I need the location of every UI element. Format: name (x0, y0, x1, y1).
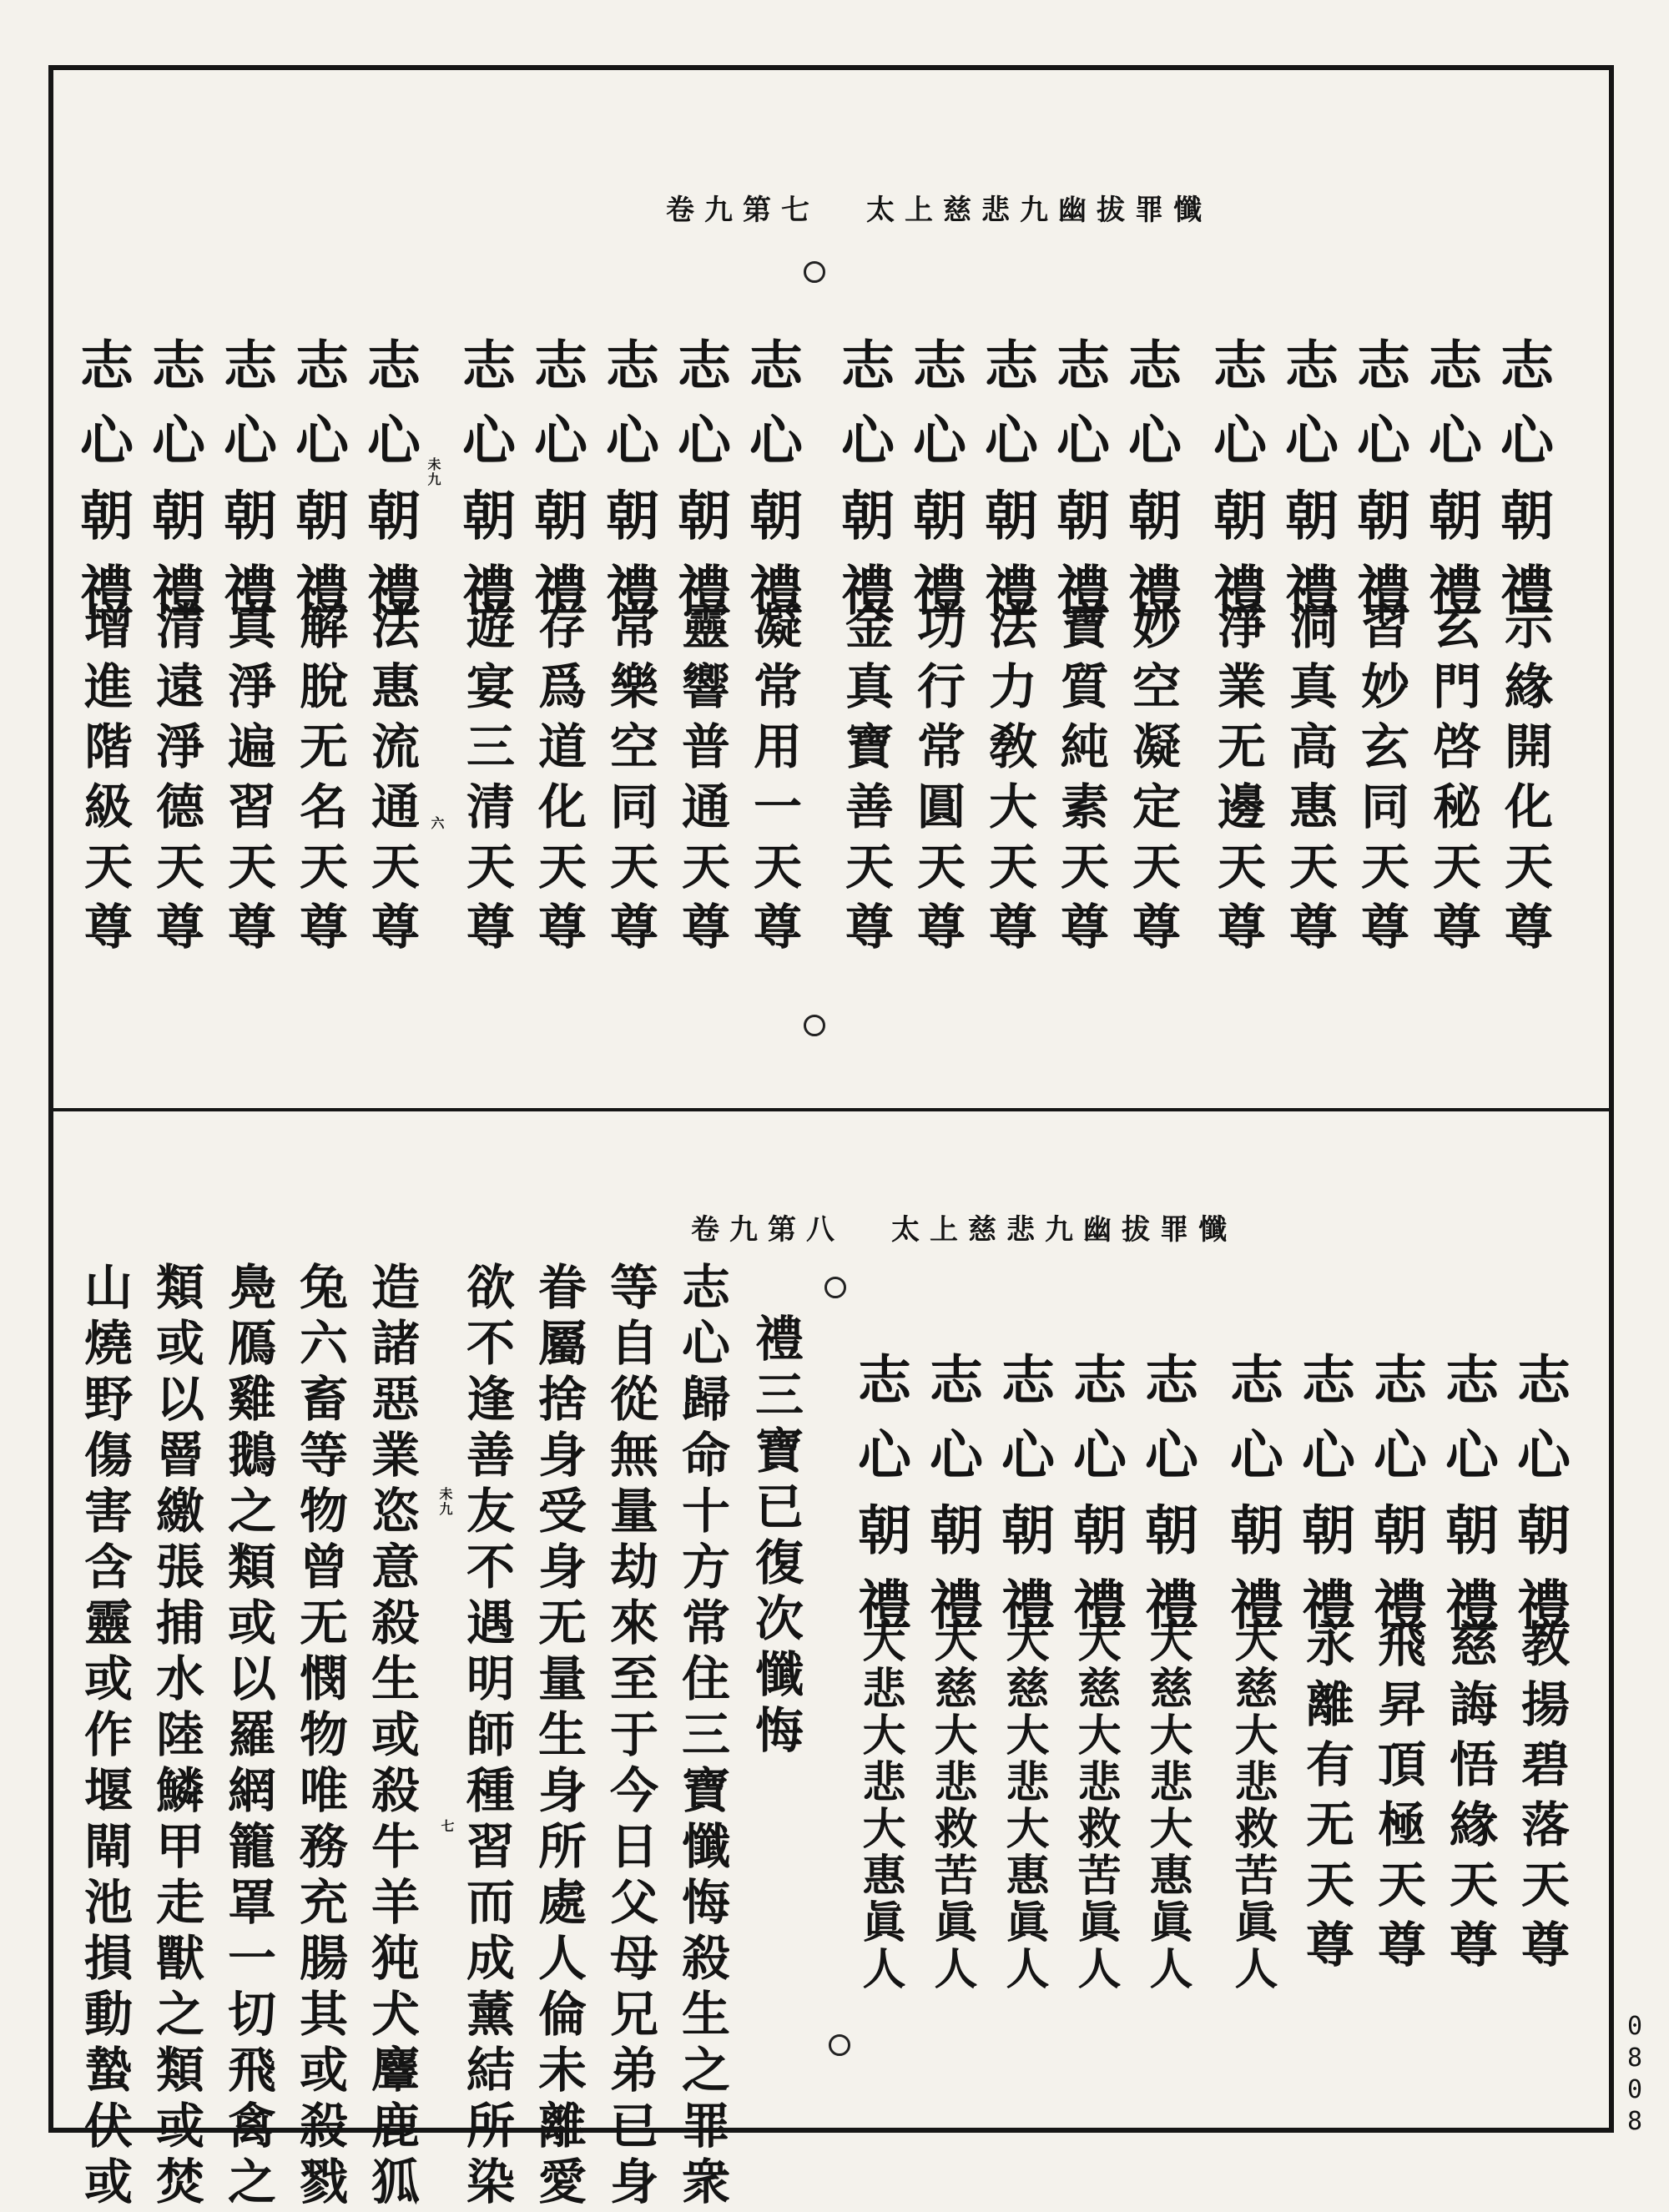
bottom-invocation: 志心朝禮 (1508, 1352, 1571, 1652)
top-deity-name: 功行常圓天尊 (909, 601, 966, 961)
bottom-prose-line: 欲不逢善友不遇明師種習而成薰結所染 (458, 1262, 515, 2212)
bottom-deity-name: 大慈大悲大惠眞人 (998, 1619, 1049, 1993)
bottom-deity-name: 大慈大悲救苦眞人 (926, 1619, 977, 1993)
bottom-prose-line: 等自從無量劫來至于今日父母兄弟已身 (602, 1262, 658, 2212)
bottom-invocation: 志心朝禮 (1364, 1352, 1427, 1652)
top-margin-note: 未九 (426, 457, 441, 487)
top-invocation: 志心朝禮 (1419, 337, 1482, 637)
bottom-deity-name: 慈誨悟緣天尊 (1441, 1619, 1498, 1979)
page-number-digit: 0 (1626, 2012, 1643, 2041)
top-page-header (666, 187, 1212, 228)
top-invocation: 志心朝禮 (1047, 337, 1110, 637)
top-deity-name: 存爲道化天尊 (530, 601, 587, 961)
top-invocation: 志心朝禮 (1491, 337, 1554, 637)
bottom-deity-name: 教揚碧落天尊 (1513, 1619, 1570, 1979)
bottom-invocation: 志心朝禮 (992, 1352, 1055, 1652)
bottom-invocation: 志心朝禮 (920, 1352, 983, 1652)
top-deity-name: 金真寶善天尊 (837, 601, 894, 961)
top-invocation: 志心朝禮 (597, 337, 659, 637)
page-number-digit: 0 (1626, 2075, 1643, 2104)
top-invocation: 志心朝禮 (668, 337, 731, 637)
bottom-deity-name: 大慈大悲救苦眞人 (1070, 1619, 1121, 1993)
bottom-prose-line: 眷屬捨身受身无量生身所處人倫未離愛 (530, 1262, 587, 2212)
top-deity-name: 玄門啓秘天尊 (1424, 601, 1481, 961)
top-deity-name: 洞真高惠天尊 (1281, 601, 1338, 961)
top-invocation: 志心朝禮 (904, 337, 966, 637)
top-deity-name: 妙空凝定天尊 (1124, 601, 1181, 961)
top-deity-name: 真淨遍習天尊 (219, 601, 276, 961)
top-invocation: 志心朝禮 (525, 337, 587, 637)
top-deity-name: 淨業无邊天尊 (1209, 601, 1266, 961)
bottom-page-header (691, 1207, 1237, 1247)
bottom-prose-line: 禮三寶已復次懺悔 (747, 1313, 804, 1761)
bottom-prose-line: 志心歸命十方常住三寶懺悔殺生之罪衆 (673, 1262, 730, 2212)
top-invocation: 志心朝禮 (976, 337, 1038, 637)
top-invocation: 志心朝禮 (214, 337, 277, 637)
bottom-deity-name: 大慈大悲大惠眞人 (1142, 1619, 1193, 1993)
top-deity-name: 增進階級天尊 (76, 601, 133, 961)
top-invocation: 志心朝禮 (143, 337, 205, 637)
top-deity-name: 靈響普通天尊 (673, 601, 730, 961)
top-deity-name: 示緣開化天尊 (1496, 601, 1553, 961)
top-deity-name: 清遠淨德天尊 (148, 601, 204, 961)
top-invocation: 志心朝禮 (453, 337, 516, 637)
bottom-margin-note: 未九 (437, 1487, 453, 1517)
bottom-deity-name: 飛昇頂極天尊 (1369, 1619, 1426, 1979)
bottom-prose-line: 鳧鴈雞鵝之類或以羅網籠罩一切飛禽之 (219, 1262, 276, 2212)
bottom-invocation: 志心朝禮 (1293, 1352, 1355, 1652)
page-number-digit: 8 (1626, 2043, 1643, 2073)
top-invocation: 志心朝禮 (1119, 337, 1182, 637)
bottom-invocation: 志心朝禮 (849, 1352, 911, 1652)
top-deity-name: 常樂空同天尊 (602, 601, 658, 961)
bottom-deity-name: 永離有无天尊 (1298, 1619, 1354, 1979)
top-margin-note: 六 (429, 816, 445, 831)
top-header-title: 太上慈悲九幽拔罪懺 (866, 194, 1212, 227)
top-invocation: 志心朝禮 (740, 337, 803, 637)
bottom-deity-name: 大慈大悲救苦眞人 (1227, 1619, 1278, 1993)
top-invocation: 志心朝禮 (1204, 337, 1267, 637)
top-deity-name: 法力敎大天尊 (981, 601, 1037, 961)
top-header-volume: 卷九第七 (666, 194, 819, 227)
page-divider (53, 1108, 1609, 1111)
bottom-header-title: 太上慈悲九幽拔罪懺 (891, 1213, 1237, 1247)
top-deity-name: 法惠流通天尊 (363, 601, 420, 961)
bottom-invocation: 志心朝禮 (1064, 1352, 1127, 1652)
top-invocation: 志心朝禮 (286, 337, 349, 637)
binding-hole (829, 2034, 850, 2056)
binding-hole (804, 261, 825, 283)
top-invocation: 志心朝禮 (71, 337, 134, 637)
top-deity-name: 解脫无名天尊 (291, 601, 348, 961)
bottom-invocation: 志心朝禮 (1221, 1352, 1283, 1652)
bottom-margin-note: 七 (439, 1819, 455, 1834)
top-invocation: 志心朝禮 (1276, 337, 1339, 637)
bottom-deity-name: 大悲大悲大惠眞人 (855, 1619, 905, 1993)
top-deity-name: 遊宴三清天尊 (458, 601, 515, 961)
binding-hole (804, 1015, 825, 1036)
top-deity-name: 習妙玄同天尊 (1353, 601, 1409, 961)
page-number-digit: 8 (1626, 2107, 1643, 2136)
binding-hole (824, 1277, 846, 1298)
bottom-prose-line: 類或以罾繳張捕水陸鱗甲走獸之類或焚 (148, 1262, 204, 2212)
top-invocation: 志心朝禮 (358, 337, 421, 637)
top-invocation: 志心朝禮 (1348, 337, 1410, 637)
page-number (1622, 2011, 1647, 2138)
bottom-invocation: 志心朝禮 (1136, 1352, 1198, 1652)
bottom-prose-line: 造諸惡業恣意殺生或殺牛羊㹠犬麞鹿狐 (363, 1262, 420, 2212)
bottom-prose-line: 山燒野傷害含靈或作堰閘池損動蟄伏或 (76, 1262, 133, 2212)
top-deity-name: 凝常用一天尊 (745, 601, 802, 961)
bottom-header-volume: 卷九第八 (691, 1213, 845, 1247)
bottom-invocation: 志心朝禮 (1436, 1352, 1499, 1652)
top-invocation: 志心朝禮 (832, 337, 895, 637)
bottom-prose-line: 兔六畜等物曾无憫物唯務充腸其或殺戮 (291, 1262, 348, 2212)
top-deity-name: 寶質純素天尊 (1052, 601, 1109, 961)
